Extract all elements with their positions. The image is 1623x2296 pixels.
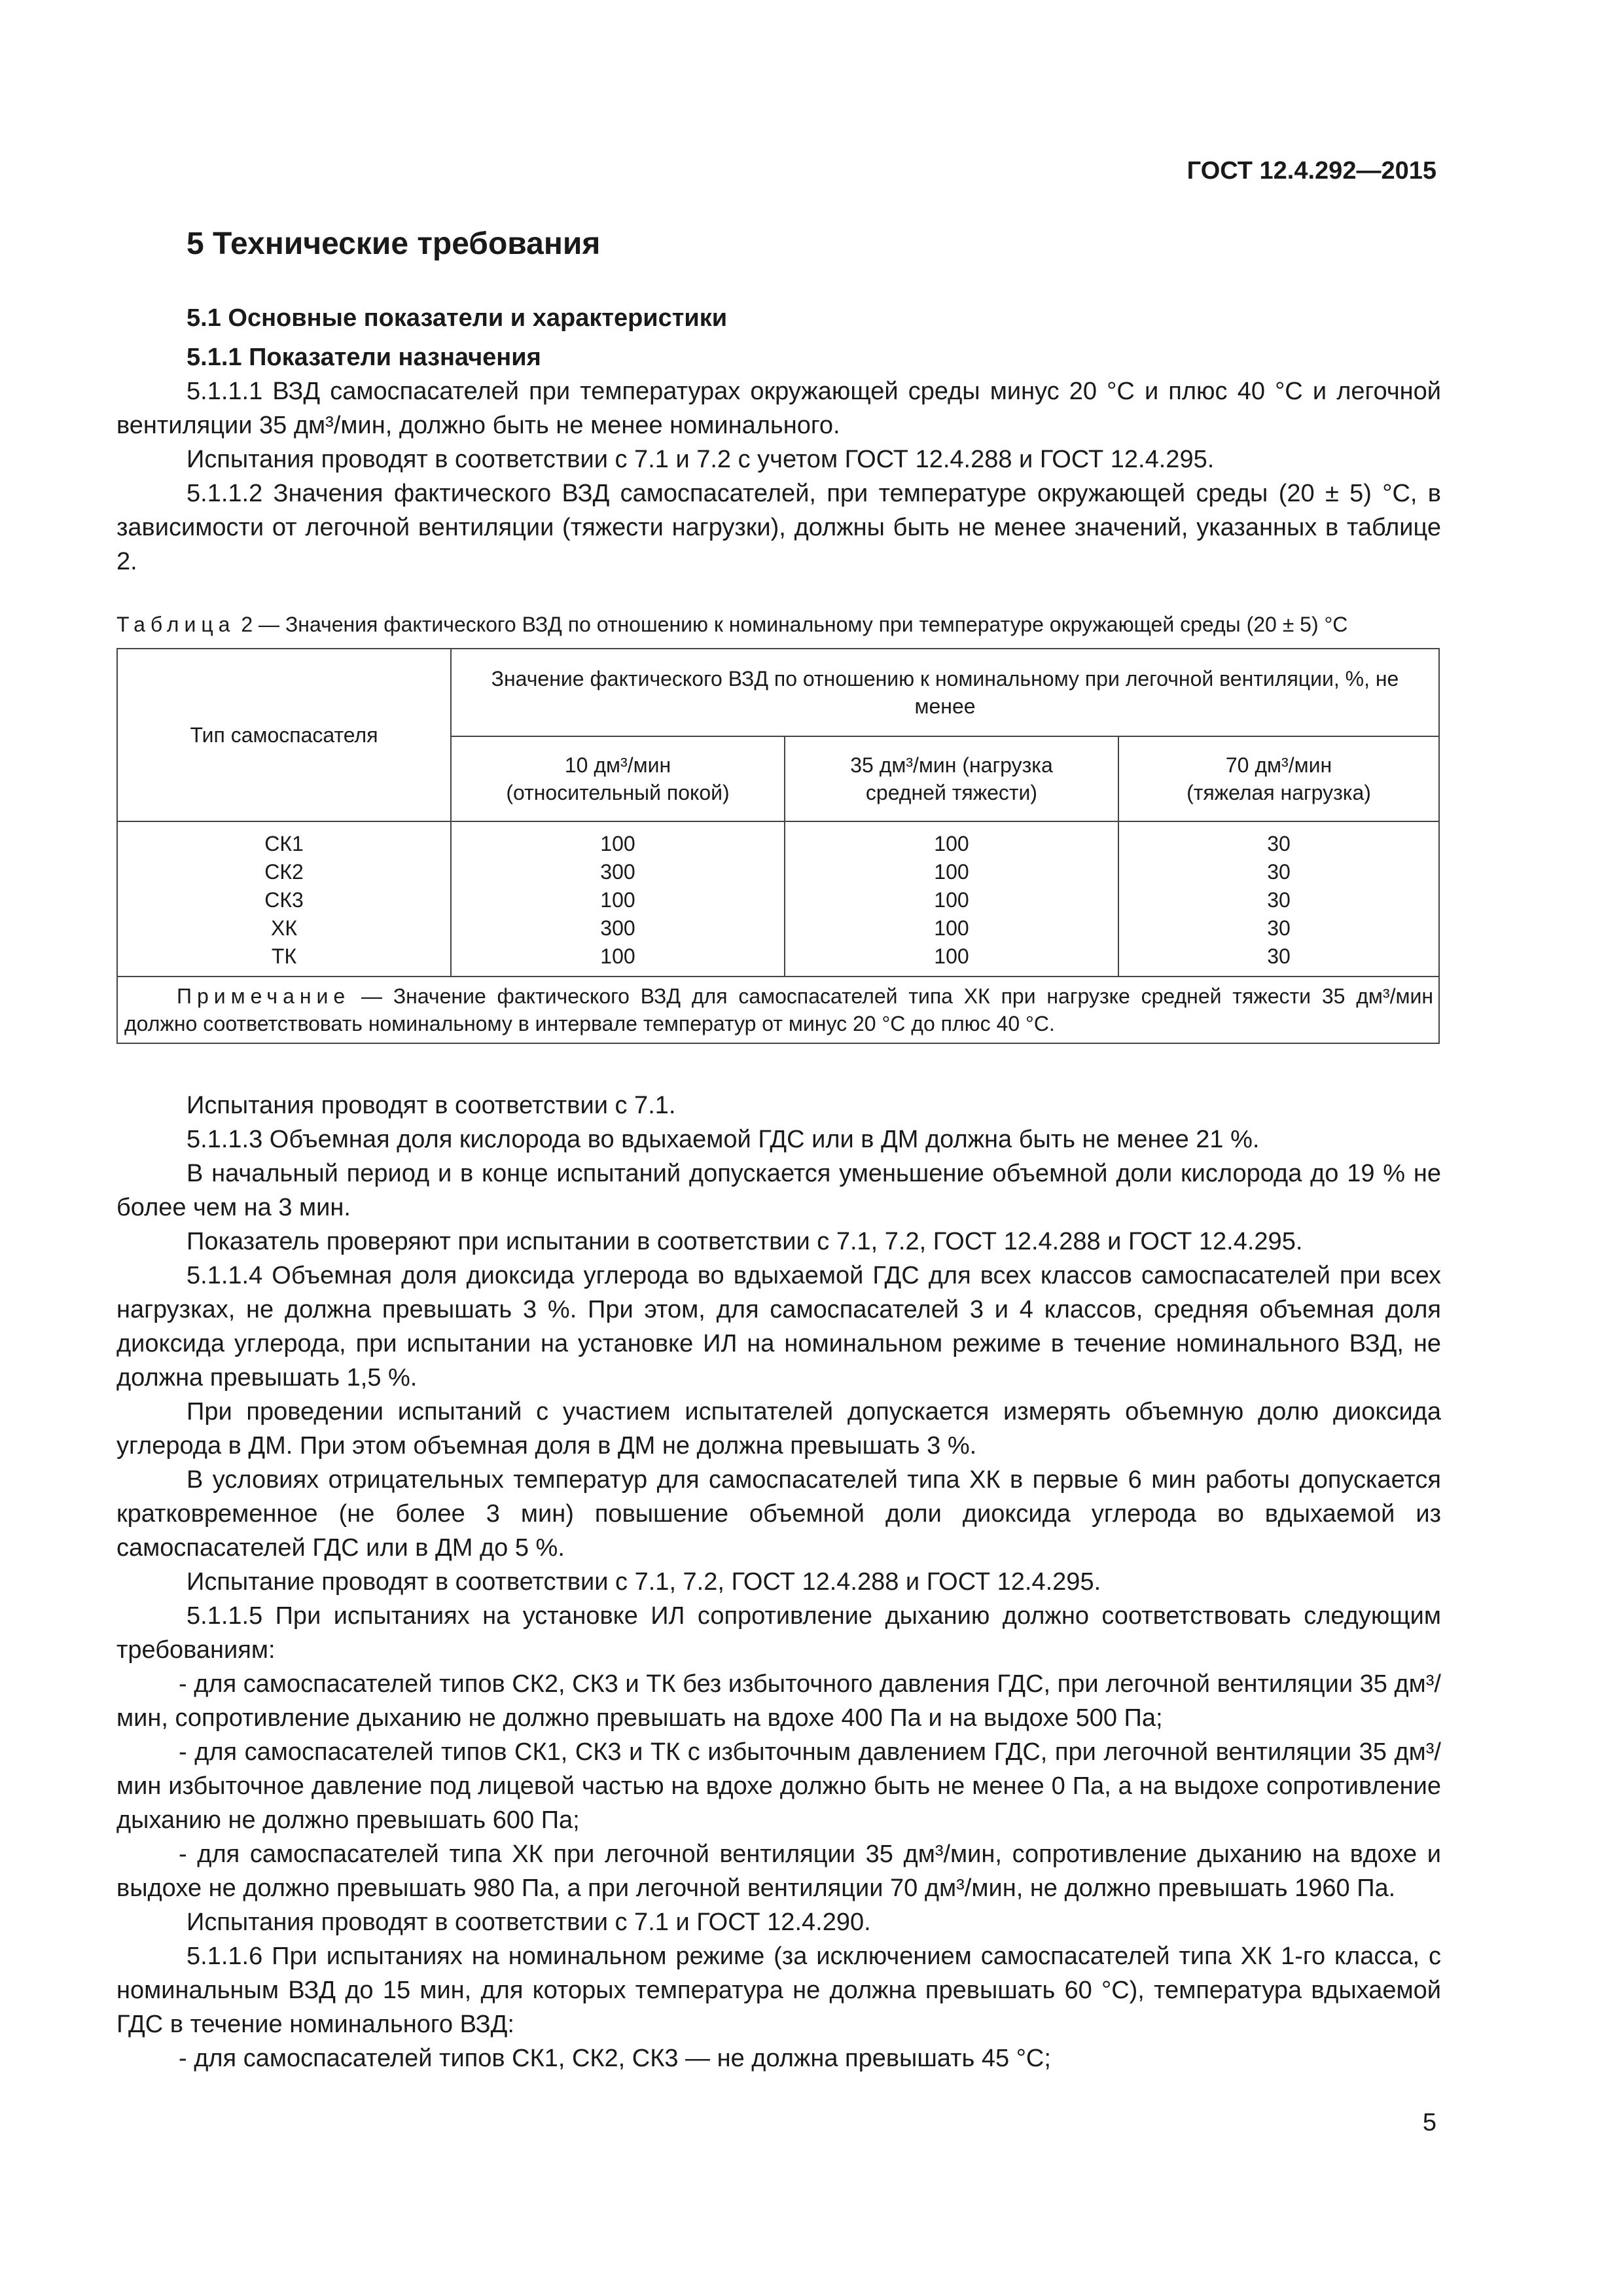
table-note-label: Примечание [177, 984, 351, 1008]
paragraph: 5.1.1.2 Значения фактического ВЗД самоспасателей, при температуре окружающей среды (20 ± 5) °С, в зависимости от легочной вентиляции (тяжести нагрузки), должны быть не менее значений, указанных в таблице 2. [116, 480, 1441, 575]
paragraph: 5.1.1.1 ВЗД самоспасателей при температурах окружающей среды минус 20 °С и плюс 40 °С и легочной вентиляции 35 дм³/мин, должно быть не менее номинального. [116, 378, 1441, 439]
page-body [116, 301, 1441, 2075]
paragraph: 5.1.1.5 При испытаниях на установке ИЛ сопротивление дыханию должно соответствовать следующим требованиям: [116, 1602, 1441, 1664]
table-header-group: Значение фактического ВЗД по отношению к номинальному при легочной вентиляции, %, не менее [451, 649, 1439, 736]
table-note [117, 977, 1439, 1043]
paragraph: 5.1.1.4 Объемная доля диоксида углерода во вдыхаемой ГДС для всех классов самоспасателей при всех нагрузках, не должна превышать 3 %. При этом, для самоспасателей 3 и 4 классов, средняя объемная доля диоксида углерода, при испытании на установке ИЛ на номинальном режиме в течение номинального ВЗД, не должна превышать 1,5 %. [116, 1262, 1441, 1391]
table-column-70: 30 30 30 30 30 [1118, 821, 1439, 977]
table-subheader: 10 дм³/мин (относительный покой) [451, 736, 785, 821]
list-item: - для самоспасателей типов СК2, СК3 и ТК без избыточного давления ГДС, при легочной вентиляции 35 дм³/мин, сопротивление дыханию не должно превышать на вдохе 400 Па и на выдохе 500 Па; [116, 1670, 1441, 1732]
table-subheader: 35 дм³/мин (нагрузка средней тяжести) [785, 736, 1118, 821]
paragraph: Испытания проводят в соответствии с 7.1. [187, 1092, 676, 1119]
table-column-type: СК1 СК2 СК3 ХК ТК [117, 821, 451, 977]
page-number: 5 [1422, 2109, 1436, 2136]
document-code-header: ГОСТ 12.4.292—2015 [1186, 157, 1436, 185]
list-item: - для самоспасателей типов СК1, СК2, СК3 — не должна превышать 45 °С; [179, 2045, 1051, 2072]
paragraph: При проведении испытаний с участием испытателей допускается измерять объемную долю диоксида углерода в ДМ. При этом объемная доля в ДМ не должна превышать 3 %. [116, 1398, 1441, 1460]
paragraph: Испытание проводят в соответствии с 7.1, 7.2, ГОСТ 12.4.288 и ГОСТ 12.4.295. [187, 1568, 1101, 1596]
table-caption-label: Таблица [116, 613, 236, 636]
subsection-title: 5.1 Основные показатели и характеристики [187, 304, 728, 332]
paragraph: 5.1.1.3 Объемная доля кислорода во вдыхаемой ГДС или в ДМ должна быть не менее 21 %. [187, 1126, 1260, 1153]
paragraph: Показатель проверяют при испытании в соответствии с 7.1, 7.2, ГОСТ 12.4.288 и ГОСТ 12.4.295. [187, 1228, 1303, 1255]
list-item: - для самоспасателей типа ХК при легочной вентиляции 35 дм³/мин, сопротивление дыханию на вдохе и выдохе не должно превышать 980 Па, а при легочной вентиляции 70 дм³/мин, не должно превышать 1960 Па. [116, 1840, 1441, 1902]
table-header-type: Тип самоспасателя [117, 649, 451, 821]
paragraph: 5.1.1.6 При испытаниях на номинальном режиме (за исключением самоспасателей типа ХК 1-го класса, с номинальным ВЗД до 15 мин, для которых температура не должна превышать 60 °С), температура вдыхаемой ГДС в течение номинального ВЗД: [116, 1943, 1441, 2038]
paragraph: В условиях отрицательных температур для самоспасателей типа ХК в первые 6 мин работы допускается кратковременное (не более 3 мин) повышение объемной доли диоксида углерода во вдыхаемой из самоспасателей ГДС или в ДМ до 5 %. [116, 1466, 1441, 1562]
table-2 [116, 648, 1440, 1044]
paragraph: Испытания проводят в соответствии с 7.1 и ГОСТ 12.4.290. [187, 1909, 871, 1936]
paragraph: В начальный период и в конце испытаний допускается уменьшение объемной доли кислорода до 19 % не более чем на 3 мин. [116, 1160, 1441, 1221]
paragraph: Испытания проводят в соответствии с 7.1 и 7.2 с учетом ГОСТ 12.4.288 и ГОСТ 12.4.295. [187, 446, 1215, 473]
table-column-10: 100 300 100 300 100 [451, 821, 785, 977]
section-title: 5 Технические требования [187, 226, 601, 261]
subsubsection-title: 5.1.1 Показатели назначения [187, 344, 541, 371]
table-subheader: 70 дм³/мин (тяжелая нагрузка) [1118, 736, 1439, 821]
table-caption-text: 2 — Значения фактического ВЗД по отношению к номинальному при температуре окружающей среды (20 ± 5) °С [235, 613, 1348, 636]
table-column-35: 100 100 100 100 100 [785, 821, 1118, 977]
table-note-text: — Значение фактического ВЗД для самоспасателей типа ХК при нагрузке средней тяжести 35 дм³/мин должно соответствовать номинальному в интервале температур от минус 20 °С до плюс 40 °С. [124, 984, 1433, 1035]
table-caption [116, 610, 1441, 639]
list-item: - для самоспасателей типов СК1, СК3 и ТК с избыточным давлением ГДС, при легочной вентиляции 35 дм³/мин избыточное давление под лицевой частью на вдохе должно быть не менее 0 Па, а на выдохе сопротивление дыханию не должно превышать 600 Па; [116, 1738, 1441, 1834]
